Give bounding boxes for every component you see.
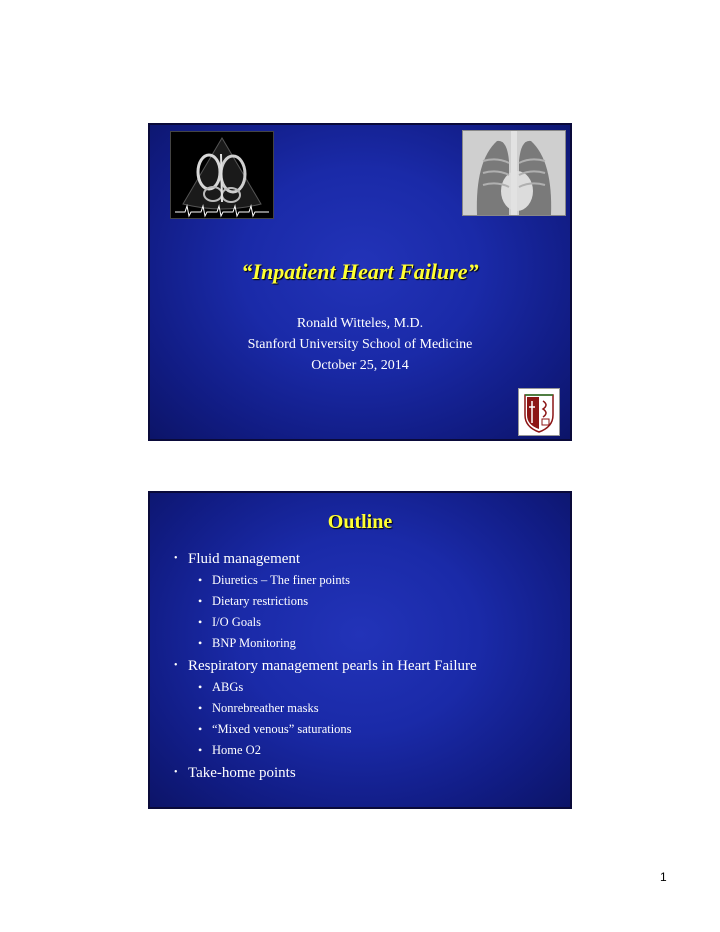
outline-title: Outline [327,511,393,533]
title-slide [148,123,572,441]
outline-subitem: • Home O2 [174,740,477,761]
presentation-date: October 25, 2014 [311,358,409,373]
outline-subitem: • ABGs [174,677,477,698]
institution-name: Stanford University School of Medicine [247,337,473,352]
outline-item: • Take-home points [174,762,477,784]
outline-subitem: • “Mixed venous” saturations [174,719,477,740]
page-number: 1 [660,870,667,884]
outline-subitem: • BNP Monitoring [174,633,477,654]
outline-subitem: • Dietary restrictions [174,591,477,612]
stanford-medicine-seal-logo [518,388,560,436]
outline-item: • Respiratory management pearls in Heart Failure [174,655,477,677]
presentation-title: “Inpatient Heart Failure” [241,259,479,284]
outline-subitem: • I/O Goals [174,612,477,633]
chest-xray-image [462,130,566,216]
outline-slide [148,491,572,809]
outline-list [174,547,477,784]
outline-subitem: • Diuretics – The finer points [174,570,477,591]
author-block [150,313,570,376]
outline-subitem: • Nonrebreather masks [174,698,477,719]
outline-item: • Fluid management [174,548,477,570]
author-name: Ronald Witteles, M.D. [296,316,424,331]
echocardiogram-image [170,131,274,219]
